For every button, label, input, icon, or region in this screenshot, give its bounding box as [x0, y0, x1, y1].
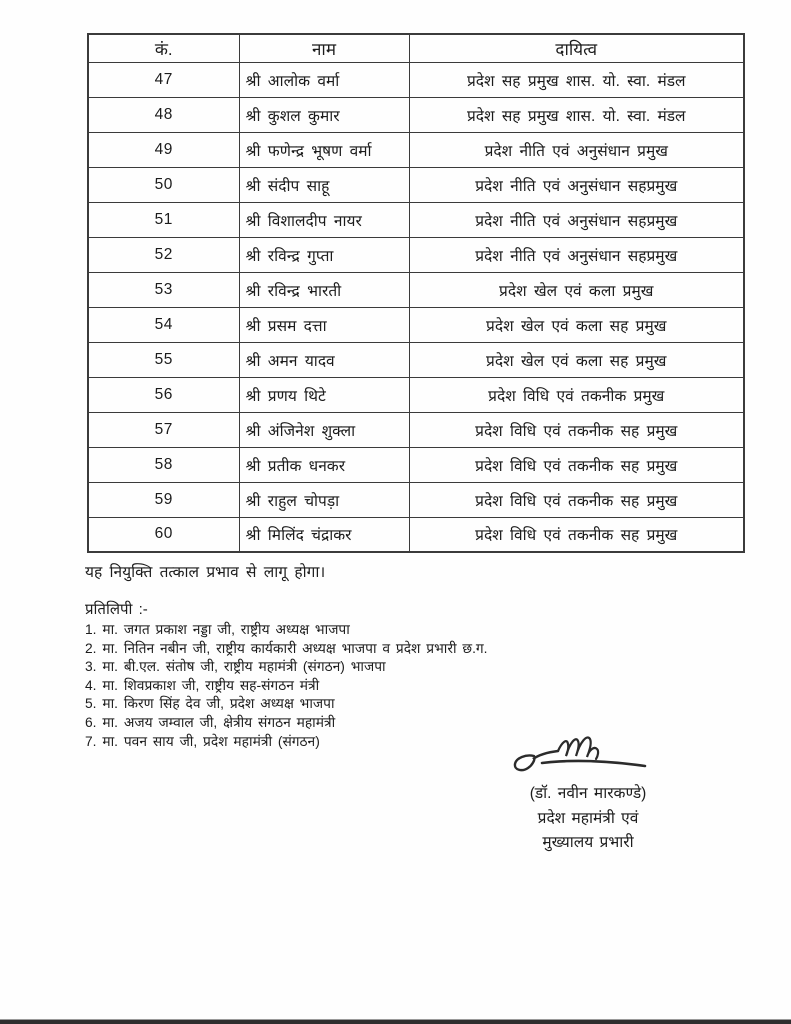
- cell-no: 48: [88, 97, 239, 132]
- table-row: [88, 447, 744, 482]
- copy-list: [85, 621, 488, 751]
- copy-list-item: 3. मा. बी.एल. संतोष जी, राष्ट्रीय महामंत्री (संगठन) भाजपा: [85, 659, 386, 675]
- table-row: [88, 202, 744, 237]
- cell-duty: प्रदेश सह प्रमुख शास. यो. स्वा. मंडल: [409, 97, 744, 132]
- cell-no: 49: [88, 132, 239, 167]
- cell-name: श्री रविन्द्र गुप्ता: [239, 237, 409, 272]
- cell-name: श्री कुशल कुमार: [239, 97, 409, 132]
- cell-name: श्री विशालदीप नायर: [239, 202, 409, 237]
- table-row: [88, 307, 744, 342]
- signatory-title-line2: मुख्यालय प्रभारी: [542, 834, 634, 851]
- cell-name: श्री रविन्द्र भारती: [239, 272, 409, 307]
- cell-no: 57: [88, 412, 239, 447]
- cell-duty: प्रदेश नीति एवं अनुसंधान सहप्रमुख: [409, 202, 744, 237]
- table-row: [88, 237, 744, 272]
- cell-duty: प्रदेश खेल एवं कला प्रमुख: [409, 272, 744, 307]
- cell-no: 52: [88, 237, 239, 272]
- cell-no: 54: [88, 307, 239, 342]
- signatory-block: [478, 782, 698, 856]
- copy-list-item: 2. मा. नितिन नबीन जी, राष्ट्रीय कार्यकारी अध्यक्ष भाजपा व प्रदेश प्रभारी छ.ग.: [85, 640, 488, 656]
- cell-duty: प्रदेश नीति एवं अनुसंधान सहप्रमुख: [409, 237, 744, 272]
- copy-list-item: 4. मा. शिवप्रकाश जी, राष्ट्रीय सह-संगठन मंत्री: [85, 677, 320, 693]
- copy-heading: प्रतिलिपी :-: [85, 601, 148, 618]
- table-header-row: [88, 34, 744, 62]
- cell-name: श्री प्रणय थिटे: [239, 377, 409, 412]
- table-row: [88, 517, 744, 552]
- copy-list-item: 7. मा. पवन साय जी, प्रदेश महामंत्री (संगठन): [85, 733, 320, 749]
- cell-duty: प्रदेश नीति एवं अनुसंधान प्रमुख: [409, 132, 744, 167]
- effective-note: यह नियुक्ति तत्काल प्रभाव से लागू होगा।: [85, 564, 326, 581]
- cell-no: 55: [88, 342, 239, 377]
- signature-image: [512, 730, 648, 776]
- cell-no: 47: [88, 62, 239, 97]
- cell-name: श्री प्रतीक धनकर: [239, 447, 409, 482]
- cell-name: श्री राहुल चोपड़ा: [239, 482, 409, 517]
- cell-no: 50: [88, 167, 239, 202]
- cell-name: श्री अमन यादव: [239, 342, 409, 377]
- cell-duty: प्रदेश विधि एवं तकनीक प्रमुख: [409, 377, 744, 412]
- cell-no: 56: [88, 377, 239, 412]
- cell-duty: प्रदेश खेल एवं कला सह प्रमुख: [409, 307, 744, 342]
- copy-list-item: 6. मा. अजय जम्वाल जी, क्षेत्रीय संगठन महामंत्री: [85, 714, 336, 730]
- cell-name: श्री अंजिनेश शुक्ला: [239, 412, 409, 447]
- table-row: [88, 482, 744, 517]
- cell-name: श्री संदीप साहू: [239, 167, 409, 202]
- cell-no: 59: [88, 482, 239, 517]
- signatory-title-line1: प्रदेश महामंत्री एवं: [537, 809, 639, 827]
- table-row: [88, 377, 744, 412]
- cell-duty: प्रदेश विधि एवं तकनीक सह प्रमुख: [409, 412, 744, 447]
- cell-name: श्री मिलिंद चंद्राकर: [239, 517, 409, 552]
- table-row: [88, 342, 744, 377]
- cell-no: 51: [88, 202, 239, 237]
- column-header-name: नाम: [239, 34, 409, 62]
- table-row: [88, 272, 744, 307]
- copy-list-item: 1. मा. जगत प्रकाश नड्डा जी, राष्ट्रीय अध्यक्ष भाजपा: [85, 622, 350, 637]
- cell-no: 58: [88, 447, 239, 482]
- copy-list-item: 5. मा. किरण सिंह देव जी, प्रदेश अध्यक्ष भाजपा: [85, 696, 335, 712]
- cell-name: श्री प्रसम दत्ता: [239, 307, 409, 342]
- cell-no: 60: [88, 517, 239, 552]
- table-row: [88, 167, 744, 202]
- cell-no: 53: [88, 272, 239, 307]
- table-row: [88, 62, 744, 97]
- cell-name: श्री फणेन्द्र भूषण वर्मा: [239, 132, 409, 167]
- scan-bottom-edge: [0, 1019, 791, 1024]
- table-row: [88, 97, 744, 132]
- cell-duty: प्रदेश सह प्रमुख शास. यो. स्वा. मंडल: [409, 62, 744, 97]
- column-header-duty: दायित्व: [409, 34, 744, 62]
- cell-duty: प्रदेश विधि एवं तकनीक सह प्रमुख: [409, 447, 744, 482]
- cell-duty: प्रदेश खेल एवं कला सह प्रमुख: [409, 342, 744, 377]
- signatory-name: (डॉ. नवीन मारकण्डे): [529, 785, 647, 802]
- appointments-table: [87, 33, 745, 553]
- column-header-no: कं.: [88, 34, 239, 62]
- cell-duty: प्रदेश नीति एवं अनुसंधान सहप्रमुख: [409, 167, 744, 202]
- cell-name: श्री आलोक वर्मा: [239, 62, 409, 97]
- table-row: [88, 412, 744, 447]
- cell-duty: प्रदेश विधि एवं तकनीक सह प्रमुख: [409, 482, 744, 517]
- cell-duty: प्रदेश विधि एवं तकनीक सह प्रमुख: [409, 517, 744, 552]
- table-row: [88, 132, 744, 167]
